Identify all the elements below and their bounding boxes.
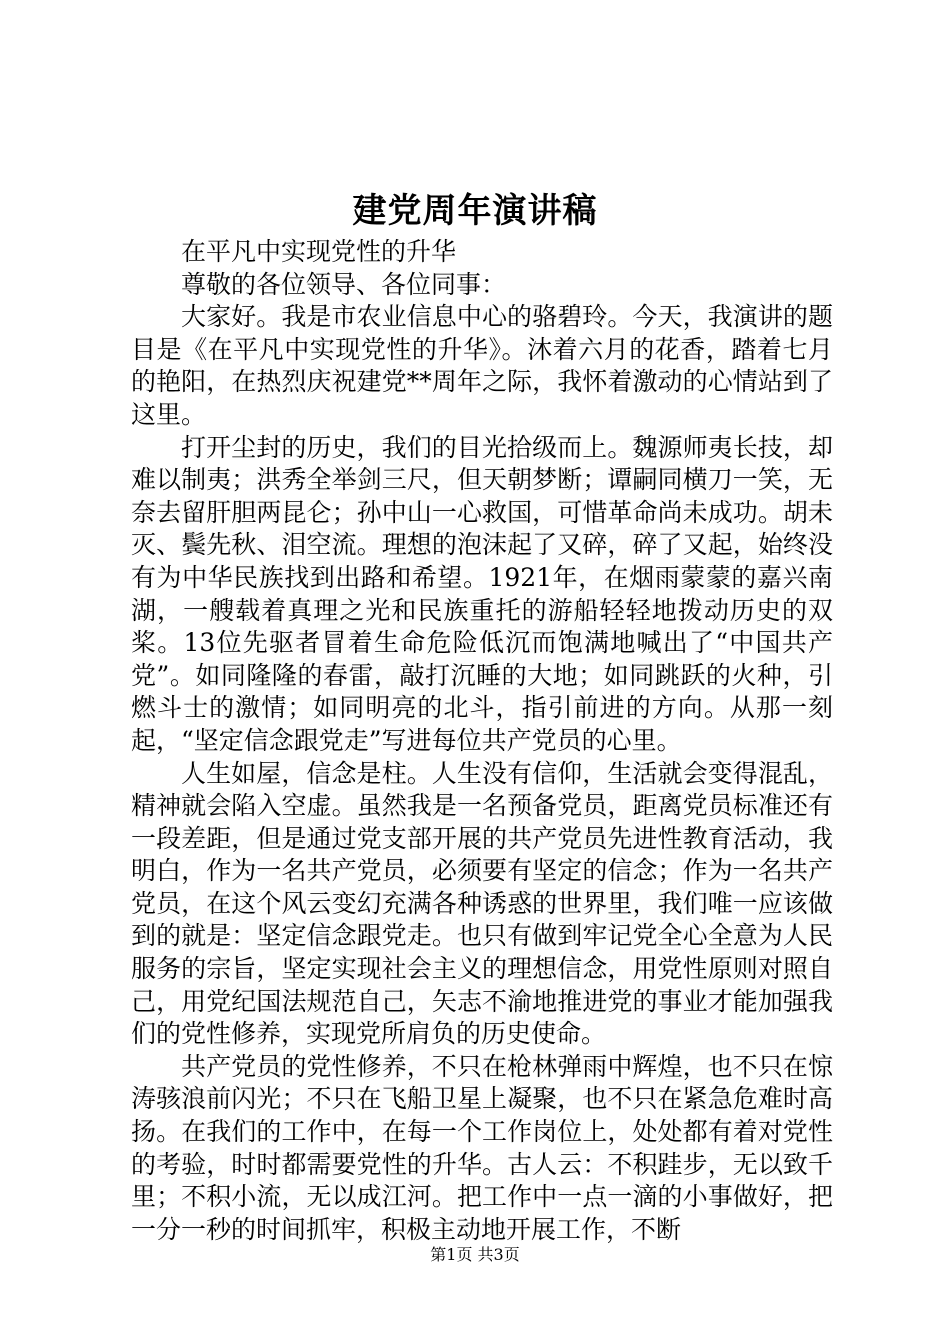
speech-subtitle: 在平凡中实现党性的升华: [181, 237, 457, 266]
page-number-footer: 第1页 共3页: [430, 1245, 520, 1264]
body-paragraph: 共产党员的党性修养，不只在枪林弹雨中辉煌，也不只在惊涛骇浪前闪光；不只在飞船卫星上凝聚，也不只在紧急危难时高扬。在我们的工作中，在每一个工作岗位上，处处都有着对党性的考验，时时都需要党性的升华。古人云：不积跬步，无以致千里；不积小流，无以成江河。把工作中一点一滴的小事做好，把一分一秒的时间抓牢，积极主动地开展工作，不断: [131, 1051, 833, 1244]
body-paragraph: 大家好。我是市农业信息中心的骆碧玲。今天，我演讲的题目是《在平凡中实现党性的升华》。沐着六月的花香，踏着七月的艳阳，在热烈庆祝建党**周年之际，我怀着激动的心情站到了这里。: [131, 302, 833, 429]
body-paragraph: 人生如屋，信念是柱。人生没有信仰，生活就会变得混乱，精神就会陷入空虚。虽然我是一名预备党员，距离党员标准还有一段差距，但是通过党支部开展的共产党员先进性教育活动，我明白，作为一名共产党员，必须要有坚定的信念；作为一名共产党员，在这个风云变幻充满各种诱惑的世界里，我们唯一应该做到的就是：坚定信念跟党走。也只有做到牢记党全心全意为人民服务的宗旨，坚定实现社会主义的理想信念，用党性原则对照自己，用党纪国法规范自己，矢志不渝地推进党的事业才能加强我们的党性修养，实现党所肩负的历史使命。: [131, 758, 833, 1049]
document-body: [131, 236, 833, 1246]
document-title: 建党周年演讲稿: [352, 191, 598, 231]
salutation: 尊敬的各位领导、各位同事：: [181, 269, 507, 299]
body-paragraph: 打开尘封的历史，我们的目光拾级而上。魏源师夷长技，却难以制夷；洪秀全举剑三尺，但天朝梦断；谭嗣同横刀一笑，无奈去留肝胆两昆仑；孙中山一心救国，可惜革命尚未成功。胡未灭、鬓先秋、泪空流。理想的泡沫起了又碎，碎了又起，始终没有为中华民族找到出路和希望。1921年，在烟雨蒙蒙的嘉兴南湖，一艘载着真理之光和民族重托的游船轻轻地拨动历史的双桨。13位先驱者冒着生命危险低沉而饱满地喊出了“中国共产党”。如同隆隆的春雷，敲打沉睡的大地；如同跳跃的火种，引燃斗士的激情；如同明亮的北斗，指引前进的方向。从那一刻起，“坚定信念跟党走”写进每位共产党员的心里。: [131, 432, 833, 755]
